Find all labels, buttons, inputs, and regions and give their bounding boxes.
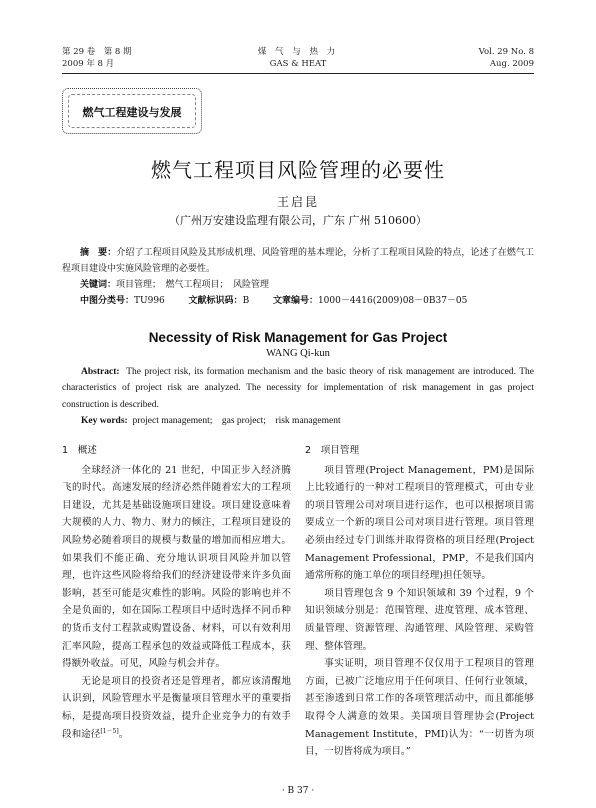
- article-number-value: 1000－4416(2009)08－0B37－05: [317, 296, 468, 306]
- journal-name-cn: 煤 气 与 热 力: [257, 47, 339, 57]
- keywords-cn-label: 关键词：: [80, 280, 117, 290]
- abstract-en-block: [62, 364, 534, 429]
- volume-issue: 第 29 卷 第 8 期: [62, 47, 132, 57]
- citation: [1－5]: [100, 727, 119, 735]
- section-heading-2: 2 项目管理: [305, 445, 360, 456]
- body-paragraph: 事实证明，项目管理不仅仅用于工程项目的管理方面，已被广泛地应用于任何项目、任何行业领域，甚至渗透到日常工作的各项管理活动中，而且都能够取得令人满意的效果。美国项目管理协会(Project Management Institute，PMI)认为：“一切皆为项目，一切皆将成为项目。”: [305, 658, 534, 758]
- body-paragraph-end: 。: [118, 728, 129, 740]
- volume-issue-en: Vol. 29 No. 8: [478, 47, 534, 57]
- body-paragraph: 项目管理包含 9 个知识领域和 39 个过程，9 个知识领域分别是：范围管理、进度管理、成本管理、质量管理、资源管理、沟通管理、风险管理、采购管理、整体管理。: [305, 587, 534, 652]
- journal-issue-info-en: [479, 46, 534, 70]
- body-paragraph-text: 无论是项目的投资者还是管理者，都应该清醒地认识到，风险管理水平是衡量项目管理水平的重要指标，是提高项目投资效益，提升企业竞争力的有效手段和途径: [62, 675, 291, 740]
- body-column-left: [62, 442, 291, 743]
- body-column-right: [305, 442, 534, 761]
- clc-label: 中图分类号：: [80, 296, 135, 306]
- issue-date-en: Aug. 2009: [489, 59, 534, 69]
- article-title-en: Necessity of Risk Management for Gas Project: [148, 330, 448, 345]
- body-paragraph: 全球经济一体化的 21 世纪，中国正步入经济腾飞的时代。高速发展的经济必然伴随着宏大的工程项目建设，尤其是基础设施项目建设。项目建设意味着大规模的人力、物力、财力的倾注，工程项目建设的风险势必随着项目的规模与数量的增加而相应增大。如果我们不能正确、充分地认识项目风险并加以管理，也许这些风险将给我们的经济建设带来许多负面影响，甚至可能是灾难性的影响。风险的影响也并不全是负面的，如在国际工程项目中适时选择不同币种的货币支付工程款或购置设备、材料，可以有效利用汇率风险，提高工程承包的效益或降低工程成本，获得额外收益。可见，风险与机会并存。: [62, 464, 291, 670]
- article-title-cn: 燃气工程项目风险管理的必要性: [151, 158, 445, 182]
- body-paragraph: [62, 673, 291, 743]
- author-en: WANG Qi-kun: [266, 348, 330, 359]
- abstract-en-label: Abstract:: [81, 367, 120, 377]
- abstract-cn-text: 介绍了工程项目风险及其形成机理、风险管理的基本理论，分析了工程项目风险的特点，论述了在燃气工程项目建设中实施风险管理的必要性。: [62, 248, 534, 274]
- author-cn: 王启昆: [276, 195, 319, 209]
- journal-name-en: GAS & HEAT: [269, 59, 327, 69]
- keywords-en-label: Key words:: [81, 415, 128, 426]
- doc-code-value: B: [242, 296, 250, 306]
- abstract-en: [62, 364, 534, 413]
- keywords-cn: [62, 277, 534, 293]
- abstract-en-text: The project risk, its formation mechanism and the basic theory of risk management are introduced. The characteristics of project risk are analyzed. The necessity for implementation of risk management in gas project construction is described.: [62, 367, 534, 410]
- issue-date: 2009 年 8 月: [62, 59, 115, 69]
- column-banner-label: 燃气工程建设与发展: [82, 106, 182, 119]
- column-banner: [62, 88, 202, 134]
- classification-line: [62, 293, 534, 309]
- clc-value: TU996: [134, 296, 165, 306]
- doc-code-label: 文献标识码：: [188, 296, 243, 306]
- section-heading-1: 1 概述: [62, 445, 97, 456]
- page-number: · B 37 ·: [281, 786, 315, 796]
- affiliation-cn: （广州万安建设监理有限公司，广东 广州 510600）: [169, 214, 427, 227]
- keywords-en-text: project management; gas project; risk management: [132, 415, 341, 426]
- keywords-cn-text: 项目管理； 燃气工程项目； 风险管理: [116, 280, 270, 290]
- abstract-cn-label: 摘 要：: [80, 248, 117, 258]
- article-number-label: 文章编号：: [272, 296, 318, 306]
- header-rule: [62, 73, 534, 74]
- abstract-cn: [62, 245, 534, 277]
- keywords-en: [62, 413, 534, 429]
- abstract-cn-block: [62, 245, 534, 309]
- body-paragraph: 项目管理(Project Management，PM)是国际上比较通行的一种对工程项目的管理模式，可由专业的项目管理公司对项目进行运作，也可以根据项目需要成立一个新的项目公司对项目进行管理。项目管理必须由经过专门训练并取得资格的项目经理(Project Management Professional，PMP，不是我们国内通常所称的施工单位的项目经理)担任领导。: [305, 464, 534, 582]
